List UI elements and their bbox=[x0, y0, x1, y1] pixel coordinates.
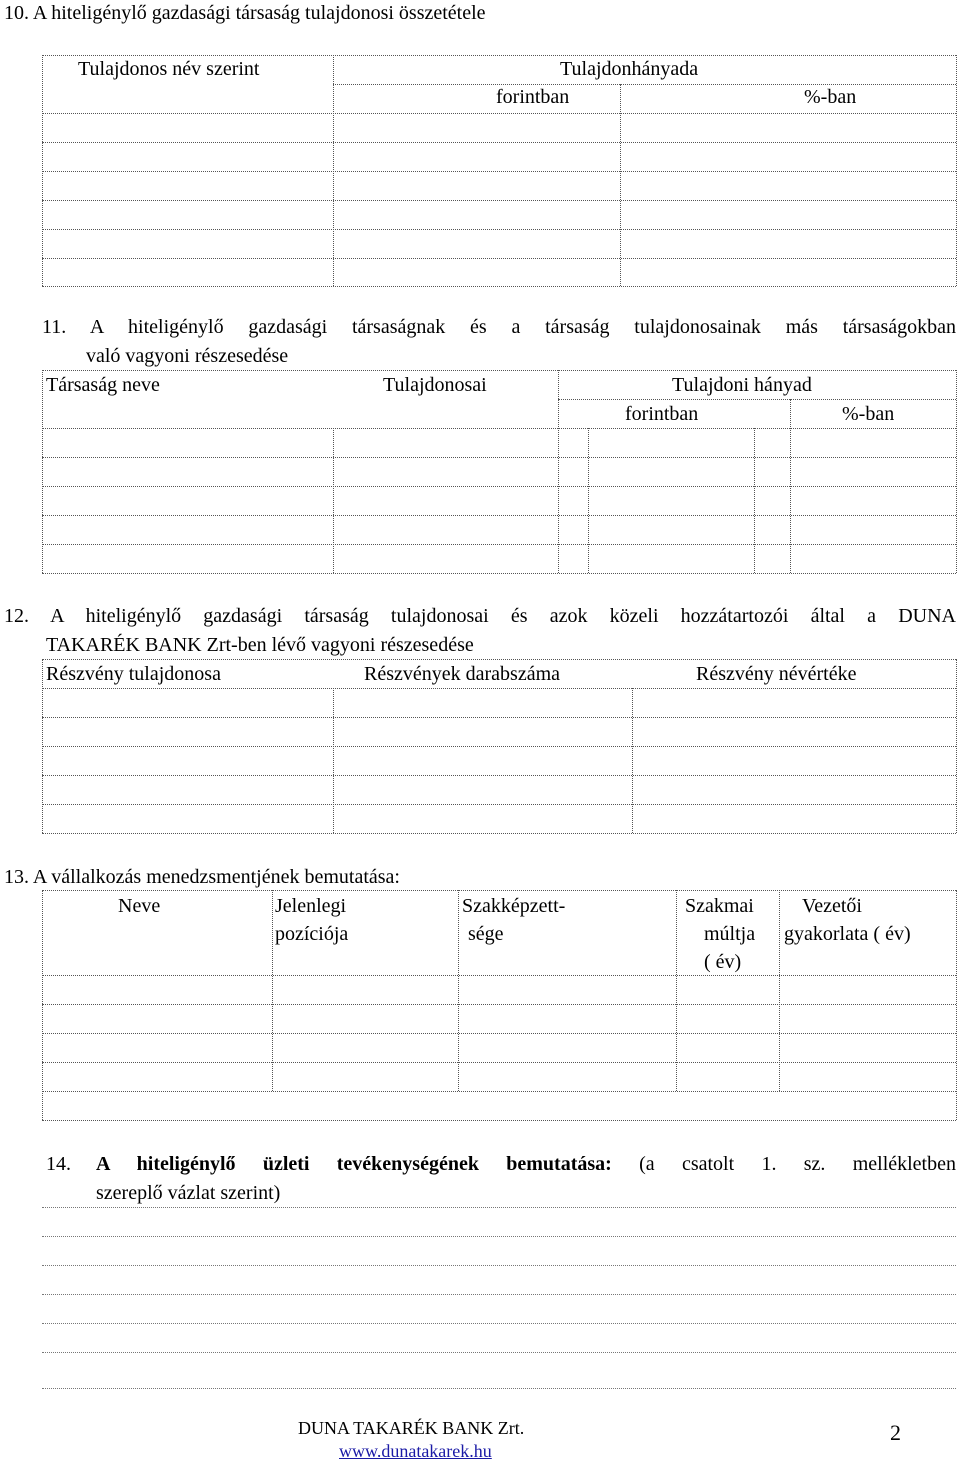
col-experience-header-line1: Szakmai bbox=[685, 895, 754, 917]
col-leadership-header-line1: Vezetői bbox=[802, 895, 862, 917]
section-14-number: 14. bbox=[46, 1153, 71, 1175]
section-11-title-line2: való vagyoni részesedése bbox=[86, 345, 289, 367]
section-12-title-line2: TAKARÉK BANK Zrt-ben lévő vagyoni részesedése bbox=[46, 634, 474, 656]
col-huf-header: forintban bbox=[496, 86, 570, 108]
col-nominal-value-header: Részvény névértéke bbox=[696, 663, 857, 685]
section-13-title: 13. A vállalkozás menedzsmentjének bemutatása: bbox=[4, 866, 400, 888]
col-huf-header: forintban bbox=[625, 403, 699, 425]
col-leadership-header-line2: gyakorlata ( év) bbox=[784, 923, 911, 945]
section-14-title-bold: A hiteligénylő üzleti tevékenységének bemutatása: bbox=[96, 1153, 612, 1175]
section-12-title-line1: 12. A hiteligénylő gazdasági társaság tulajdonosai és azok közeli hozzátartozói által a DUNA bbox=[4, 605, 956, 627]
section-10-title: 10. A hiteligénylő gazdasági társaság tulajdonosi összetétele bbox=[4, 2, 486, 24]
website-link[interactable]: www.dunatakarek.hu bbox=[339, 1441, 492, 1461]
col-qualification-header-line1: Szakképzett- bbox=[462, 895, 566, 917]
col-experience-header-line2: múltja bbox=[704, 923, 756, 945]
col-count-header: Részvények darabszáma bbox=[364, 663, 561, 685]
col-pct-header: %-ban bbox=[804, 86, 857, 108]
col-position-header-line1: Jelenlegi bbox=[275, 895, 347, 917]
section-11-title-line1: 11. A hiteligénylő gazdasági társaságnak és a társaság tulajdonosainak más társaságokban bbox=[42, 316, 956, 338]
col-qualification-header-line2: sége bbox=[468, 923, 504, 945]
col-experience-header-line3: ( év) bbox=[704, 951, 742, 973]
section-14-title-line2: szereplő vázlat szerint) bbox=[96, 1182, 281, 1204]
col-owners-header: Tulajdonosai bbox=[383, 374, 487, 396]
col-owner-header: Tulajdonos név szerint bbox=[78, 58, 260, 80]
col-name-header: Neve bbox=[118, 895, 161, 917]
footer-company: DUNA TAKARÉK BANK Zrt. bbox=[298, 1418, 525, 1438]
footer-website[interactable] bbox=[339, 1441, 492, 1462]
page-number: 2 bbox=[890, 1420, 901, 1445]
col-share-header: Tulajdonhányada bbox=[560, 58, 699, 80]
section-14-title-line1 bbox=[96, 1153, 956, 1176]
col-company-header: Társaság neve bbox=[46, 374, 160, 396]
col-holder-header: Részvény tulajdonosa bbox=[46, 663, 221, 685]
col-ownership-share-header: Tulajdoni hányad bbox=[672, 374, 812, 396]
col-pct-header: %-ban bbox=[842, 403, 895, 425]
section-14-title-rest: (a csatolt 1. sz. mellékletben bbox=[611, 1153, 956, 1175]
col-position-header-line2: pozíciója bbox=[275, 923, 349, 945]
